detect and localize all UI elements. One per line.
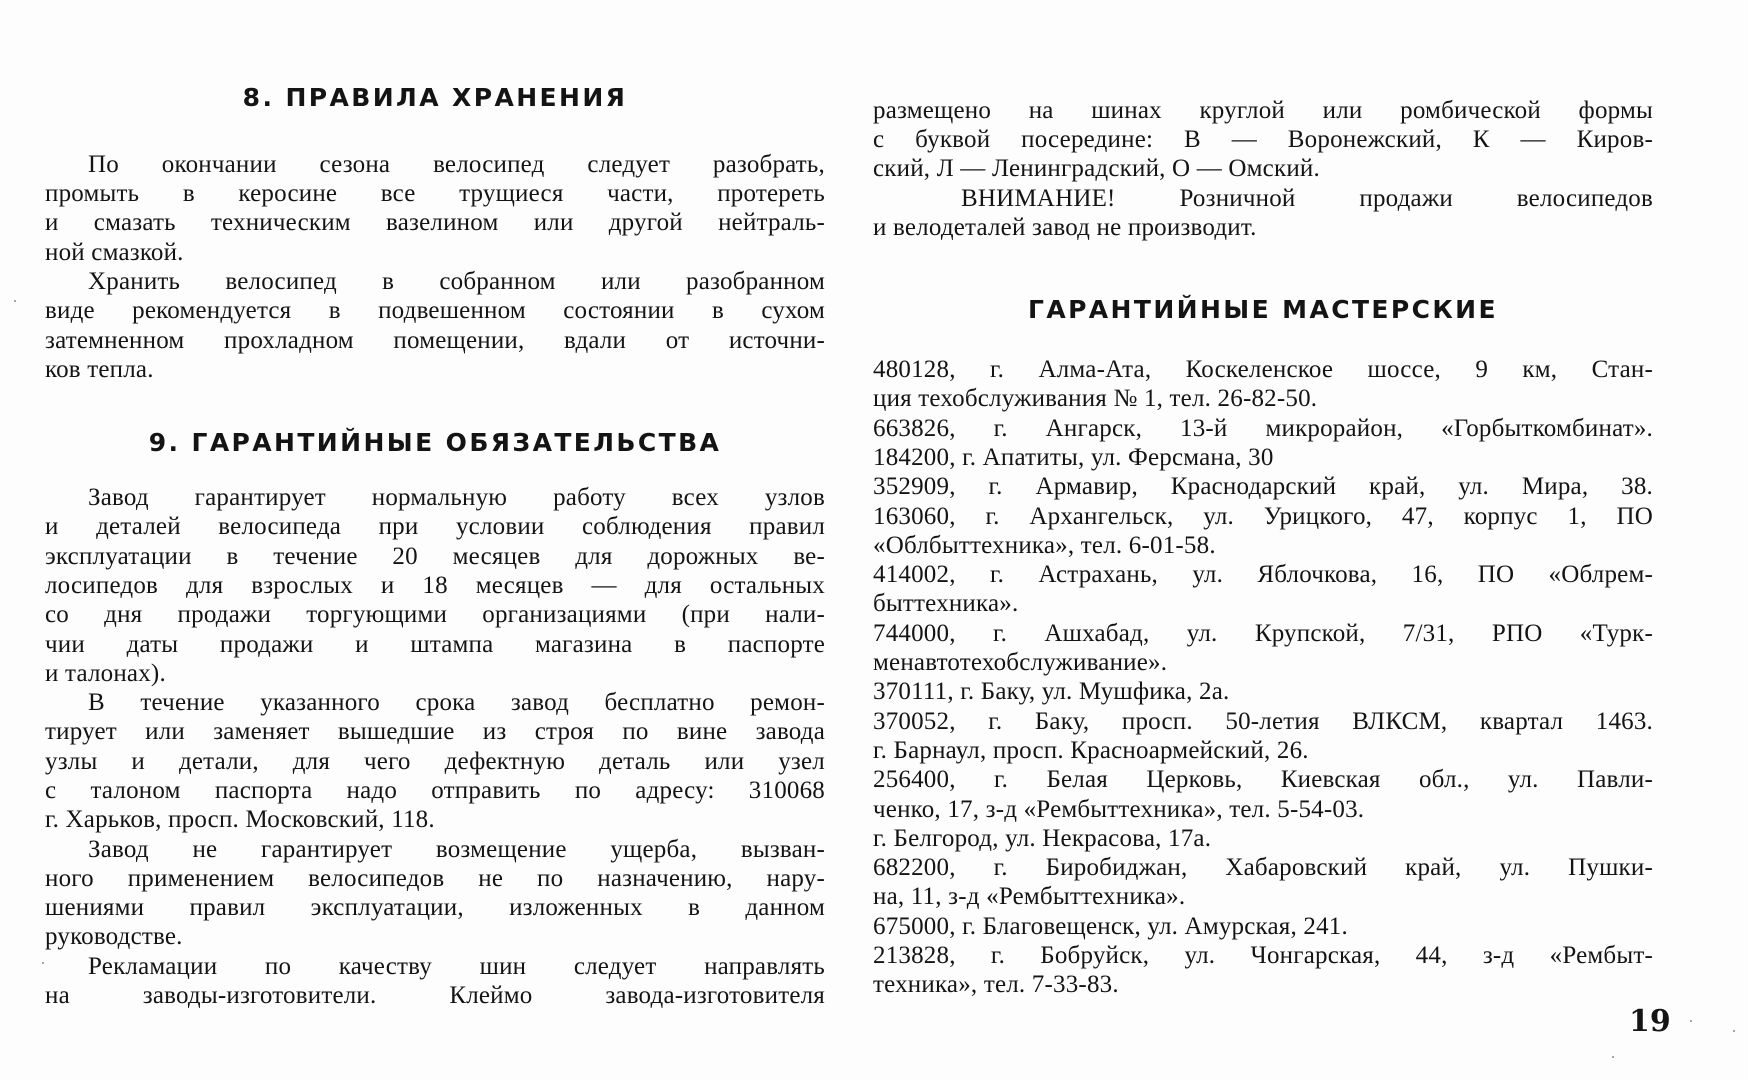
right-column [873, 0, 1653, 1080]
address-line: 370111, г. Баку, ул. Мушфика, 2а. [873, 678, 1230, 705]
scan-speck [1690, 1020, 1692, 1022]
text-line: ский, Л — Ленинградский, О — Омский. [873, 155, 1320, 182]
scan-speck [14, 300, 16, 302]
address-line: г. Барнаул, просп. Красноармейский, 26. [873, 737, 1309, 764]
text-line: тирует или заменяет вышедшие из строя по вине завода [45, 718, 825, 745]
text-line: размещено на шинах круглой или ромбической формы [873, 97, 1653, 124]
text-line: шениями правил эксплуатации, изложенных в данном [45, 894, 825, 921]
address-line: 675000, г. Благовещенск, ул. Амурская, 241. [873, 913, 1348, 940]
text-line: г. Харьков, просп. Московский, 118. [45, 806, 435, 833]
address-line: ция техобслуживания № 1, тел. 26-82-50. [873, 385, 1318, 412]
address-line: 682200, г. Биробиджан, Хабаровский край, ул. Пушки- [873, 854, 1653, 881]
address-line: 184200, г. Апатиты, ул. Ферсмана, 30 [873, 444, 1274, 471]
address-line: г. Белгород, ул. Некрасова, 17а. [873, 825, 1212, 852]
text-line: Завод не гарантирует возмещение ущерба, вызван- [88, 836, 825, 863]
text-line: ков тепла. [45, 356, 154, 383]
workshops-heading: ГАРАНТИЙНЫЕ МАСТЕРСКИЕ [1028, 295, 1498, 324]
address-line: 352909, г. Армавир, Краснодарский край, ул. Мира, 38. [873, 473, 1653, 500]
address-line: быттехника». [873, 590, 1019, 617]
text-line: эксплуатации в течение 20 месяцев для дорожных ве- [45, 543, 825, 570]
notice-line: ВНИМАНИЕ! Розничной продажи велосипедов [961, 185, 1653, 212]
address-line: «Облбыттехника», тел. 6-01-58. [873, 532, 1216, 559]
text-line: со дня продажи торгующими организациями (при нали- [45, 601, 825, 628]
text-line: на заводы-изготовители. Клеймо завода-изготовителя [45, 982, 825, 1009]
address-line: техника», тел. 7-33-83. [873, 971, 1119, 998]
text-line: с буквой посередине: В — Воронежский, К — Киров- [873, 126, 1653, 153]
text-line: ного применением велосипедов не по назначению, нару- [45, 865, 825, 892]
text-line: Рекламации по качеству шин следует направлять [88, 953, 825, 980]
text-line: руководстве. [45, 923, 183, 950]
text-line: Хранить велосипед в собранном или разобранном [88, 268, 825, 295]
address-line: 256400, г. Белая Церковь, Киевская обл., ул. Павли- [873, 766, 1653, 793]
page-number: 19 [1629, 1004, 1671, 1039]
text-line: лосипедов для взрослых и 18 месяцев — для остальных [45, 572, 825, 599]
address-line: 744000, г. Ашхабад, ул. Крупской, 7/31, РПО «Турк- [873, 620, 1653, 647]
text-line: и талонах). [45, 660, 166, 687]
address-line: ченко, 17, з-д «Рембыттехника», тел. 5-54-03. [873, 796, 1365, 823]
address-line: 663826, г. Ангарск, 13-й микрорайон, «Горбыткомбинат». [873, 415, 1653, 442]
text-line: промыть в керосине все трущиеся части, протереть [45, 180, 825, 207]
text-line: с талоном паспорта надо отправить по адресу: 310068 [45, 777, 825, 804]
address-line: на, 11, з-д «Рембыттехника». [873, 883, 1186, 910]
address-line: 163060, г. Архангельск, ул. Урицкого, 47, корпус 1, ПО [873, 503, 1653, 530]
address-line: 414002, г. Астрахань, ул. Яблочкова, 16, ПО «Облрем- [873, 561, 1653, 588]
address-line: 213828, г. Бобруйск, ул. Чонгарская, 44, з-д «Рембыт- [873, 942, 1653, 969]
scan-speck [42, 962, 44, 964]
text-line: ной смазкой. [45, 239, 184, 266]
section-9-heading: 9. ГАРАНТИЙНЫЕ ОБЯЗАТЕЛЬСТВА [148, 428, 722, 457]
notice-line: и велодеталей завод не производит. [873, 214, 1257, 241]
address-line: менавтотехобслуживание». [873, 649, 1168, 676]
text-line: узлы и детали, для чего дефектную деталь или узел [45, 748, 825, 775]
scan-speck [1612, 1056, 1614, 1058]
text-line: и смазать техническим вазелином или другой нейтраль- [45, 209, 825, 236]
address-line: 480128, г. Алма-Ата, Коскеленское шоссе, 9 км, Стан- [873, 356, 1653, 383]
left-column [45, 0, 825, 1080]
text-line: чии даты продажи и штампа магазина в паспорте [45, 631, 825, 658]
section-8-heading: 8. ПРАВИЛА ХРАНЕНИЯ [242, 83, 628, 112]
text-line: затемненном прохладном помещении, вдали от источни- [45, 327, 825, 354]
text-line: В течение указанного срока завод бесплатно ремон- [88, 689, 825, 716]
scan-speck [1733, 1030, 1735, 1032]
text-line: виде рекомендуется в подвешенном состоянии в сухом [45, 297, 825, 324]
address-line: 370052, г. Баку, просп. 50-летия ВЛКСМ, квартал 1463. [873, 708, 1653, 735]
text-line: и деталей велосипеда при условии соблюдения правил [45, 513, 825, 540]
text-line: По окончании сезона велосипед следует разобрать, [88, 151, 825, 178]
text-line: Завод гарантирует нормальную работу всех узлов [88, 484, 825, 511]
